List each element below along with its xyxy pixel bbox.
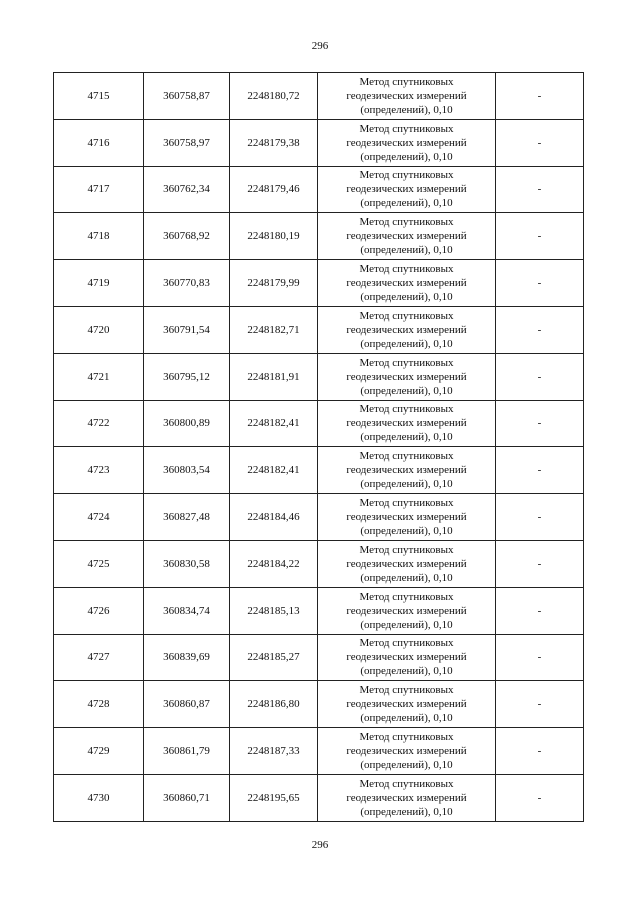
table-row: [54, 400, 584, 447]
table-row: [54, 260, 584, 307]
method-text-line: (определений), 0,10: [360, 337, 453, 350]
y-coordinate-cell: 2248182,71: [230, 306, 318, 353]
method-text-line: геодезических измерений: [346, 511, 467, 524]
note-cell: -: [496, 728, 584, 775]
method-text-line: (определений), 0,10: [360, 525, 453, 538]
method-text-line: геодезических измерений: [346, 651, 467, 664]
method-text-line: (определений), 0,10: [360, 665, 453, 678]
method-cell: [318, 447, 496, 494]
method-text-line: Метод спутниковых: [359, 356, 454, 369]
table-row: [54, 353, 584, 400]
method-text-line: геодезических измерений: [346, 136, 467, 149]
point-number-cell: 4721: [54, 353, 144, 400]
method-text-line: Метод спутниковых: [359, 169, 454, 182]
method-text-line: (определений), 0,10: [360, 712, 453, 725]
x-coordinate-cell: 360758,97: [144, 119, 230, 166]
table-row: [54, 774, 584, 821]
method-cell: [318, 166, 496, 213]
note-cell: -: [496, 681, 584, 728]
page-number-top: 296: [311, 40, 329, 52]
method-text-line: Метод спутниковых: [359, 684, 454, 697]
method-text-line: (определений), 0,10: [360, 759, 453, 772]
x-coordinate-cell: 360860,87: [144, 681, 230, 728]
method-text-line: Метод спутниковых: [359, 122, 454, 135]
x-coordinate-cell: 360839,69: [144, 634, 230, 681]
method-text-line: Метод спутниковых: [359, 497, 454, 510]
point-number-cell: 4715: [54, 73, 144, 120]
point-number-cell: 4730: [54, 774, 144, 821]
y-coordinate-cell: 2248180,19: [230, 213, 318, 260]
method-cell: [318, 634, 496, 681]
method-text-line: (определений), 0,10: [360, 103, 453, 116]
method-text-line: геодезических измерений: [346, 791, 467, 804]
point-number-cell: 4728: [54, 681, 144, 728]
method-text-line: геодезических измерений: [346, 89, 467, 102]
point-number-cell: 4716: [54, 119, 144, 166]
note-cell: -: [496, 260, 584, 307]
note-cell: -: [496, 587, 584, 634]
note-cell: -: [496, 306, 584, 353]
method-text-line: Метод спутниковых: [359, 731, 454, 744]
note-cell: -: [496, 213, 584, 260]
y-coordinate-cell: 2248195,65: [230, 774, 318, 821]
note-cell: -: [496, 73, 584, 120]
table-row: [54, 166, 584, 213]
x-coordinate-cell: 360861,79: [144, 728, 230, 775]
page-number-bottom: 296: [311, 839, 329, 851]
coordinates-table: [53, 72, 584, 822]
x-coordinate-cell: 360770,83: [144, 260, 230, 307]
method-cell: [318, 774, 496, 821]
method-text-line: геодезических измерений: [346, 277, 467, 290]
point-number-cell: 4726: [54, 587, 144, 634]
y-coordinate-cell: 2248185,13: [230, 587, 318, 634]
point-number-cell: 4719: [54, 260, 144, 307]
method-text-line: Метод спутниковых: [359, 543, 454, 556]
x-coordinate-cell: 360762,34: [144, 166, 230, 213]
x-coordinate-cell: 360803,54: [144, 447, 230, 494]
note-cell: -: [496, 166, 584, 213]
note-cell: -: [496, 540, 584, 587]
y-coordinate-cell: 2248181,91: [230, 353, 318, 400]
note-cell: -: [496, 774, 584, 821]
method-text-line: (определений), 0,10: [360, 244, 453, 257]
x-coordinate-cell: 360830,58: [144, 540, 230, 587]
method-text-line: Метод спутниковых: [359, 216, 454, 229]
point-number-cell: 4718: [54, 213, 144, 260]
y-coordinate-cell: 2248184,22: [230, 540, 318, 587]
y-coordinate-cell: 2248179,38: [230, 119, 318, 166]
note-cell: -: [496, 494, 584, 541]
table-row: [54, 728, 584, 775]
point-number-cell: 4725: [54, 540, 144, 587]
method-text-line: геодезических измерений: [346, 417, 467, 430]
method-text-line: Метод спутниковых: [359, 450, 454, 463]
y-coordinate-cell: 2248182,41: [230, 447, 318, 494]
method-cell: [318, 494, 496, 541]
y-coordinate-cell: 2248179,46: [230, 166, 318, 213]
y-coordinate-cell: 2248186,80: [230, 681, 318, 728]
point-number-cell: 4722: [54, 400, 144, 447]
point-number-cell: 4729: [54, 728, 144, 775]
method-text-line: геодезических измерений: [346, 464, 467, 477]
table-row: [54, 634, 584, 681]
y-coordinate-cell: 2248185,27: [230, 634, 318, 681]
table-row: [54, 119, 584, 166]
method-text-line: Метод спутниковых: [359, 403, 454, 416]
note-cell: -: [496, 400, 584, 447]
point-number-cell: 4724: [54, 494, 144, 541]
y-coordinate-cell: 2248184,46: [230, 494, 318, 541]
point-number-cell: 4720: [54, 306, 144, 353]
table-row: [54, 494, 584, 541]
x-coordinate-cell: 360827,48: [144, 494, 230, 541]
method-text-line: Метод спутниковых: [359, 309, 454, 322]
method-text-line: геодезических измерений: [346, 323, 467, 336]
method-text-line: геодезических измерений: [346, 604, 467, 617]
method-text-line: геодезических измерений: [346, 698, 467, 711]
point-number-cell: 4723: [54, 447, 144, 494]
x-coordinate-cell: 360758,87: [144, 73, 230, 120]
method-text-line: (определений), 0,10: [360, 805, 453, 818]
method-text-line: (определений), 0,10: [360, 571, 453, 584]
table-row: [54, 213, 584, 260]
method-cell: [318, 260, 496, 307]
note-cell: -: [496, 634, 584, 681]
method-cell: [318, 728, 496, 775]
method-cell: [318, 540, 496, 587]
method-cell: [318, 400, 496, 447]
y-coordinate-cell: 2248180,72: [230, 73, 318, 120]
method-text-line: геодезических измерений: [346, 183, 467, 196]
table-row: [54, 306, 584, 353]
method-text-line: (определений), 0,10: [360, 150, 453, 163]
x-coordinate-cell: 360795,12: [144, 353, 230, 400]
table-row: [54, 540, 584, 587]
method-text-line: (определений), 0,10: [360, 384, 453, 397]
method-cell: [318, 353, 496, 400]
method-text-line: геодезических измерений: [346, 230, 467, 243]
method-text-line: Метод спутниковых: [359, 263, 454, 276]
y-coordinate-cell: 2248182,41: [230, 400, 318, 447]
x-coordinate-cell: 360860,71: [144, 774, 230, 821]
point-number-cell: 4727: [54, 634, 144, 681]
y-coordinate-cell: 2248179,99: [230, 260, 318, 307]
method-text-line: Метод спутниковых: [359, 777, 454, 790]
method-text-line: геодезических измерений: [346, 745, 467, 758]
method-text-line: (определений), 0,10: [360, 478, 453, 491]
method-text-line: (определений), 0,10: [360, 197, 453, 210]
table-row: [54, 73, 584, 120]
x-coordinate-cell: 360834,74: [144, 587, 230, 634]
method-cell: [318, 213, 496, 260]
method-text-line: (определений), 0,10: [360, 618, 453, 631]
method-text-line: геодезических измерений: [346, 557, 467, 570]
method-text-line: Метод спутниковых: [359, 637, 454, 650]
x-coordinate-cell: 360800,89: [144, 400, 230, 447]
method-text-line: (определений), 0,10: [360, 291, 453, 304]
point-number-cell: 4717: [54, 166, 144, 213]
method-cell: [318, 73, 496, 120]
method-text-line: Метод спутниковых: [359, 590, 454, 603]
x-coordinate-cell: 360768,92: [144, 213, 230, 260]
y-coordinate-cell: 2248187,33: [230, 728, 318, 775]
note-cell: -: [496, 447, 584, 494]
coordinates-table-body: [54, 73, 584, 822]
method-text-line: геодезических измерений: [346, 370, 467, 383]
note-cell: -: [496, 353, 584, 400]
method-text-line: Метод спутниковых: [359, 75, 454, 88]
x-coordinate-cell: 360791,54: [144, 306, 230, 353]
method-cell: [318, 681, 496, 728]
method-cell: [318, 119, 496, 166]
note-cell: -: [496, 119, 584, 166]
table-row: [54, 447, 584, 494]
method-cell: [318, 587, 496, 634]
table-row: [54, 681, 584, 728]
method-text-line: (определений), 0,10: [360, 431, 453, 444]
method-cell: [318, 306, 496, 353]
table-row: [54, 587, 584, 634]
